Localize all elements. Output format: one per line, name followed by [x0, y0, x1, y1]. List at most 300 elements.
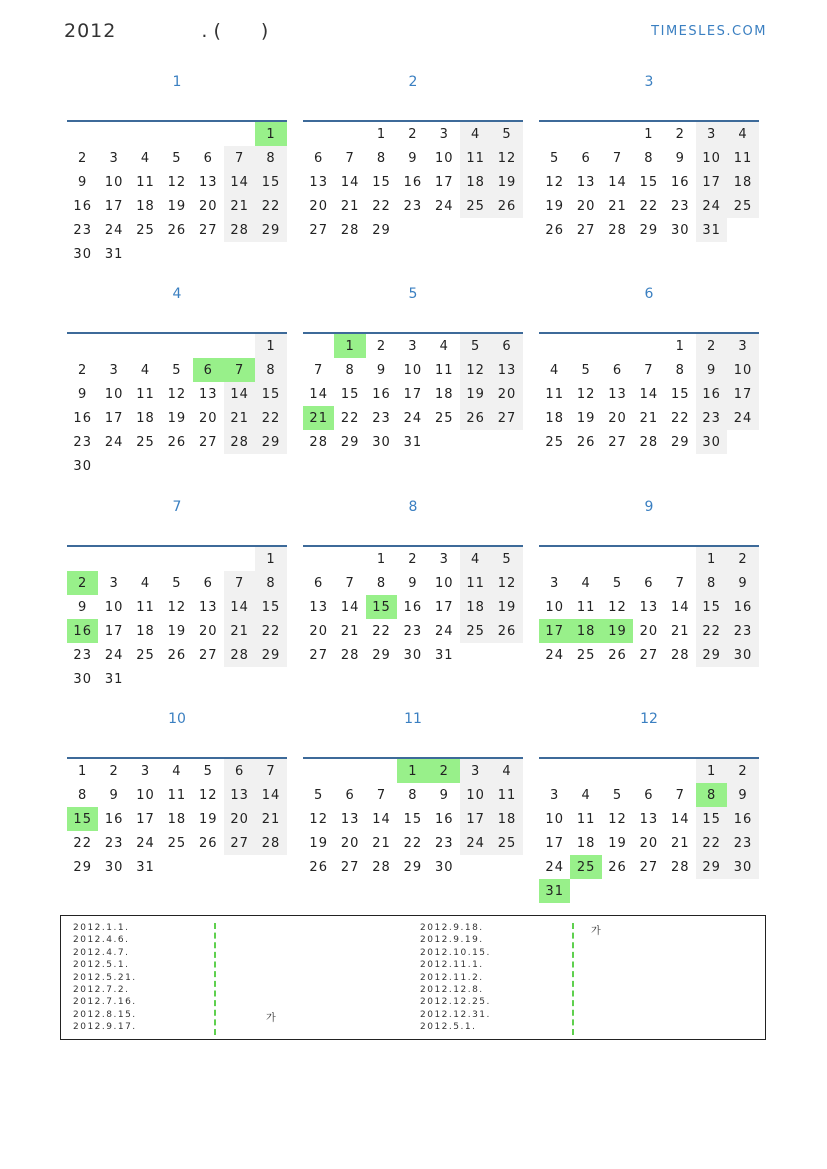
day-cell[interactable]: 29 [255, 643, 286, 667]
day-cell[interactable]: 10 [434, 575, 454, 591]
day-cell[interactable]: 28 [224, 643, 255, 667]
day-cell[interactable]: 6 [345, 787, 355, 803]
day-cell[interactable]: 12 [608, 599, 627, 615]
day-cell[interactable]: 16 [727, 807, 758, 831]
day-cell[interactable]: 17 [136, 811, 155, 827]
day-cell[interactable]: 5 [612, 787, 623, 803]
day-cell[interactable]: 18 [570, 619, 601, 643]
day-cell[interactable]: 27 [340, 859, 360, 875]
day-cell[interactable]: 19 [167, 623, 187, 639]
day-cell[interactable]: 15 [67, 807, 98, 831]
day-cell[interactable]: 13 [608, 386, 627, 402]
day-cell[interactable]: 18 [434, 386, 454, 402]
day-cell[interactable]: 28 [372, 859, 391, 875]
day-cell[interactable]: 23 [73, 434, 92, 450]
day-cell[interactable]: 22 [670, 410, 690, 426]
day-cell[interactable]: 18 [136, 198, 155, 214]
day-cell[interactable]: 29 [639, 222, 659, 238]
day-cell[interactable]: 15 [639, 174, 659, 190]
day-cell[interactable]: 6 [314, 150, 324, 166]
day-cell[interactable]: 10 [727, 358, 758, 382]
day-cell[interactable]: 19 [576, 410, 596, 426]
day-cell[interactable]: 9 [727, 783, 758, 807]
day-cell[interactable]: 30 [73, 458, 92, 474]
day-cell[interactable]: 15 [255, 170, 286, 194]
day-cell[interactable]: 3 [550, 575, 560, 591]
day-cell[interactable]: 1 [376, 551, 387, 567]
day-cell[interactable]: 16 [104, 811, 124, 827]
day-cell[interactable]: 13 [224, 783, 255, 807]
day-cell[interactable]: 11 [136, 386, 155, 402]
day-cell[interactable]: 9 [439, 787, 449, 803]
day-cell[interactable]: 14 [224, 170, 255, 194]
day-cell[interactable]: 16 [403, 174, 423, 190]
day-cell[interactable]: 4 [581, 575, 591, 591]
day-cell[interactable]: 7 [255, 759, 286, 783]
day-cell[interactable]: 13 [639, 599, 659, 615]
day-cell[interactable]: 27 [576, 222, 596, 238]
day-cell[interactable]: 15 [696, 807, 727, 831]
day-cell[interactable]: 14 [309, 386, 328, 402]
day-cell[interactable]: 6 [203, 575, 213, 591]
day-cell[interactable]: 8 [376, 150, 387, 166]
day-cell[interactable]: 20 [639, 835, 659, 851]
day-cell[interactable]: 19 [608, 835, 627, 851]
day-cell[interactable]: 3 [696, 122, 727, 146]
day-cell[interactable]: 18 [460, 595, 491, 619]
day-cell[interactable]: 18 [136, 410, 155, 426]
day-cell[interactable]: 20 [198, 198, 218, 214]
day-cell[interactable]: 4 [581, 787, 591, 803]
day-cell[interactable]: 5 [581, 362, 591, 378]
day-cell[interactable]: 14 [608, 174, 627, 190]
day-cell[interactable]: 26 [608, 647, 627, 663]
day-cell[interactable]: 8 [675, 362, 685, 378]
day-cell[interactable]: 21 [372, 835, 391, 851]
day-cell[interactable]: 15 [372, 174, 391, 190]
day-cell[interactable]: 7 [345, 150, 355, 166]
day-cell[interactable]: 24 [545, 859, 564, 875]
day-cell[interactable]: 25 [136, 222, 155, 238]
day-cell[interactable]: 22 [372, 198, 391, 214]
day-cell[interactable]: 30 [73, 671, 92, 687]
day-cell[interactable]: 21 [639, 410, 659, 426]
day-cell[interactable]: 16 [67, 619, 98, 643]
day-cell[interactable]: 30 [372, 434, 391, 450]
day-cell[interactable]: 2 [67, 571, 98, 595]
day-cell[interactable]: 23 [372, 410, 391, 426]
day-cell[interactable]: 29 [73, 859, 92, 875]
day-cell[interactable]: 22 [73, 835, 92, 851]
day-cell[interactable]: 22 [372, 623, 391, 639]
day-cell[interactable]: 18 [491, 807, 522, 831]
day-cell[interactable]: 11 [545, 386, 564, 402]
day-cell[interactable]: 26 [491, 619, 522, 643]
day-cell[interactable]: 11 [460, 571, 491, 595]
day-cell[interactable]: 28 [670, 859, 690, 875]
day-cell[interactable]: 12 [545, 174, 564, 190]
day-cell[interactable]: 29 [696, 643, 727, 667]
day-cell[interactable]: 9 [376, 362, 387, 378]
day-cell[interactable]: 22 [255, 619, 286, 643]
day-cell[interactable]: 1 [696, 547, 727, 571]
day-cell[interactable]: 25 [576, 647, 596, 663]
day-cell[interactable]: 13 [576, 174, 596, 190]
day-cell[interactable]: 4 [140, 575, 151, 591]
day-cell[interactable]: 25 [545, 434, 564, 450]
day-cell[interactable]: 20 [340, 835, 360, 851]
day-cell[interactable]: 11 [167, 787, 187, 803]
day-cell[interactable]: 17 [104, 410, 124, 426]
day-cell[interactable]: 27 [491, 406, 522, 430]
day-cell[interactable]: 25 [460, 194, 491, 218]
day-cell[interactable]: 27 [639, 859, 659, 875]
day-cell[interactable]: 30 [403, 647, 423, 663]
day-cell[interactable]: 7 [675, 787, 685, 803]
day-cell[interactable]: 24 [104, 222, 124, 238]
day-cell[interactable]: 9 [109, 787, 119, 803]
day-cell[interactable]: 9 [78, 599, 88, 615]
day-cell[interactable]: 9 [696, 358, 727, 382]
day-cell[interactable]: 8 [408, 787, 418, 803]
day-cell[interactable]: 5 [314, 787, 324, 803]
day-cell[interactable]: 23 [73, 647, 92, 663]
day-cell[interactable]: 19 [309, 835, 328, 851]
day-cell[interactable]: 27 [198, 222, 218, 238]
day-cell[interactable]: 27 [608, 434, 627, 450]
day-cell[interactable]: 23 [403, 198, 423, 214]
day-cell[interactable]: 3 [439, 126, 449, 142]
day-cell[interactable]: 26 [309, 859, 328, 875]
day-cell[interactable]: 15 [696, 595, 727, 619]
day-cell[interactable]: 21 [670, 835, 690, 851]
day-cell[interactable]: 12 [491, 146, 522, 170]
day-cell[interactable]: 17 [696, 170, 727, 194]
day-cell[interactable]: 1 [696, 759, 727, 783]
day-cell[interactable]: 26 [198, 835, 218, 851]
day-cell[interactable]: 23 [403, 623, 423, 639]
day-cell[interactable]: 7 [224, 358, 255, 382]
day-cell[interactable]: 9 [78, 174, 88, 190]
day-cell[interactable]: 19 [460, 382, 491, 406]
day-cell[interactable]: 5 [172, 362, 182, 378]
day-cell[interactable]: 21 [340, 623, 360, 639]
day-cell[interactable]: 3 [140, 763, 151, 779]
day-cell[interactable]: 16 [372, 386, 391, 402]
day-cell[interactable]: 22 [639, 198, 659, 214]
day-cell[interactable]: 3 [439, 551, 449, 567]
day-cell[interactable]: 26 [167, 434, 187, 450]
day-cell[interactable]: 28 [255, 831, 286, 855]
day-cell[interactable]: 4 [172, 763, 182, 779]
day-cell[interactable]: 30 [104, 859, 124, 875]
day-cell[interactable]: 24 [434, 198, 454, 214]
day-cell[interactable]: 5 [550, 150, 560, 166]
day-cell[interactable]: 14 [670, 599, 690, 615]
day-cell[interactable]: 9 [408, 150, 418, 166]
day-cell[interactable]: 16 [696, 382, 727, 406]
day-cell[interactable]: 8 [255, 358, 286, 382]
day-cell[interactable]: 25 [136, 647, 155, 663]
day-cell[interactable]: 12 [460, 358, 491, 382]
day-cell[interactable]: 20 [576, 198, 596, 214]
day-cell[interactable]: 19 [198, 811, 218, 827]
day-cell[interactable]: 30 [73, 246, 92, 262]
day-cell[interactable]: 29 [372, 647, 391, 663]
day-cell[interactable]: 7 [376, 787, 387, 803]
day-cell[interactable]: 23 [670, 198, 690, 214]
day-cell[interactable]: 4 [140, 150, 151, 166]
day-cell[interactable]: 11 [491, 783, 522, 807]
day-cell[interactable]: 12 [198, 787, 218, 803]
day-cell[interactable]: 2 [727, 547, 758, 571]
day-cell[interactable]: 1 [376, 126, 387, 142]
day-cell[interactable]: 6 [224, 759, 255, 783]
day-cell[interactable]: 13 [198, 599, 218, 615]
day-cell[interactable]: 10 [136, 787, 155, 803]
day-cell[interactable]: 8 [376, 575, 387, 591]
day-cell[interactable]: 3 [109, 575, 119, 591]
day-cell[interactable]: 1 [334, 334, 365, 358]
day-cell[interactable]: 3 [727, 334, 758, 358]
day-cell[interactable]: 23 [104, 835, 124, 851]
day-cell[interactable]: 14 [372, 811, 391, 827]
day-cell[interactable]: 26 [491, 194, 522, 218]
day-cell[interactable]: 12 [491, 571, 522, 595]
day-cell[interactable]: 16 [670, 174, 690, 190]
day-cell[interactable]: 6 [314, 575, 324, 591]
day-cell[interactable]: 6 [491, 334, 522, 358]
day-cell[interactable]: 17 [434, 599, 454, 615]
day-cell[interactable]: 5 [203, 763, 213, 779]
day-cell[interactable]: 22 [255, 406, 286, 430]
day-cell[interactable]: 19 [167, 198, 187, 214]
day-cell[interactable]: 11 [434, 362, 454, 378]
day-cell[interactable]: 25 [434, 410, 454, 426]
day-cell[interactable]: 21 [224, 406, 255, 430]
day-cell[interactable]: 28 [608, 222, 627, 238]
day-cell[interactable]: 4 [727, 122, 758, 146]
day-cell[interactable]: 13 [309, 599, 328, 615]
day-cell[interactable]: 31 [434, 647, 454, 663]
day-cell[interactable]: 28 [224, 430, 255, 454]
day-cell[interactable]: 6 [203, 150, 213, 166]
day-cell[interactable]: 30 [696, 430, 727, 454]
day-cell[interactable]: 23 [727, 831, 758, 855]
day-cell[interactable]: 24 [434, 623, 454, 639]
day-cell[interactable]: 22 [340, 410, 360, 426]
day-cell[interactable]: 7 [345, 575, 355, 591]
day-cell[interactable]: 8 [644, 150, 654, 166]
day-cell[interactable]: 1 [675, 338, 685, 354]
day-cell[interactable]: 5 [491, 122, 522, 146]
day-cell[interactable]: 28 [224, 218, 255, 242]
day-cell[interactable]: 2 [429, 759, 460, 783]
day-cell[interactable]: 26 [167, 647, 187, 663]
day-cell[interactable]: 10 [460, 783, 491, 807]
day-cell[interactable]: 15 [670, 386, 690, 402]
day-cell[interactable]: 12 [576, 386, 596, 402]
day-cell[interactable]: 4 [550, 362, 560, 378]
day-cell[interactable]: 3 [550, 787, 560, 803]
day-cell[interactable]: 13 [309, 174, 328, 190]
day-cell[interactable]: 24 [460, 831, 491, 855]
day-cell[interactable]: 2 [376, 338, 387, 354]
day-cell[interactable]: 30 [434, 859, 454, 875]
day-cell[interactable]: 16 [403, 599, 423, 615]
day-cell[interactable]: 23 [727, 619, 758, 643]
day-cell[interactable]: 10 [104, 174, 124, 190]
day-cell[interactable]: 5 [491, 547, 522, 571]
day-cell[interactable]: 4 [439, 338, 449, 354]
day-cell[interactable]: 12 [167, 174, 187, 190]
day-cell[interactable]: 25 [491, 831, 522, 855]
day-cell[interactable]: 16 [73, 198, 92, 214]
day-cell[interactable]: 11 [136, 174, 155, 190]
day-cell[interactable]: 5 [172, 575, 182, 591]
day-cell[interactable]: 2 [696, 334, 727, 358]
day-cell[interactable]: 15 [255, 382, 286, 406]
day-cell[interactable]: 2 [408, 126, 418, 142]
day-cell[interactable]: 3 [408, 338, 418, 354]
day-cell[interactable]: 30 [727, 855, 758, 879]
day-cell[interactable]: 14 [340, 174, 360, 190]
day-cell[interactable]: 17 [403, 386, 423, 402]
day-cell[interactable]: 26 [167, 222, 187, 238]
day-cell[interactable]: 3 [109, 150, 119, 166]
day-cell[interactable]: 20 [309, 198, 328, 214]
day-cell[interactable]: 17 [545, 835, 564, 851]
day-cell[interactable]: 25 [727, 194, 758, 218]
day-cell[interactable]: 1 [255, 122, 286, 146]
day-cell[interactable]: 2 [109, 763, 119, 779]
day-cell[interactable]: 16 [73, 410, 92, 426]
day-cell[interactable]: 24 [696, 194, 727, 218]
day-cell[interactable]: 20 [639, 623, 659, 639]
day-cell[interactable]: 17 [104, 198, 124, 214]
day-cell[interactable]: 25 [460, 619, 491, 643]
day-cell[interactable]: 6 [581, 150, 591, 166]
day-cell[interactable]: 21 [608, 198, 627, 214]
day-cell[interactable]: 2 [727, 759, 758, 783]
day-cell[interactable]: 16 [727, 595, 758, 619]
day-cell[interactable]: 22 [255, 194, 286, 218]
day-cell[interactable]: 17 [727, 382, 758, 406]
day-cell[interactable]: 2 [78, 150, 88, 166]
day-cell[interactable]: 24 [104, 647, 124, 663]
day-cell[interactable]: 7 [612, 150, 623, 166]
day-cell[interactable]: 5 [460, 334, 491, 358]
day-cell[interactable]: 15 [340, 386, 360, 402]
day-cell[interactable]: 7 [675, 575, 685, 591]
day-cell[interactable]: 28 [340, 222, 360, 238]
day-cell[interactable]: 24 [104, 434, 124, 450]
day-cell[interactable]: 27 [639, 647, 659, 663]
day-cell[interactable]: 20 [491, 382, 522, 406]
day-cell[interactable]: 29 [403, 859, 423, 875]
day-cell[interactable]: 8 [696, 783, 727, 807]
day-cell[interactable]: 26 [608, 859, 627, 875]
day-cell[interactable]: 10 [696, 146, 727, 170]
day-cell[interactable]: 3 [109, 362, 119, 378]
day-cell[interactable]: 2 [675, 126, 685, 142]
day-cell[interactable]: 6 [193, 358, 224, 382]
day-cell[interactable]: 23 [696, 406, 727, 430]
day-cell[interactable]: 10 [434, 150, 454, 166]
day-cell[interactable]: 31 [104, 671, 124, 687]
day-cell[interactable]: 15 [403, 811, 423, 827]
day-cell[interactable]: 14 [255, 783, 286, 807]
day-cell[interactable]: 27 [198, 434, 218, 450]
day-cell[interactable]: 21 [340, 198, 360, 214]
day-cell[interactable]: 14 [670, 811, 690, 827]
day-cell[interactable]: 22 [403, 835, 423, 851]
day-cell[interactable]: 26 [545, 222, 564, 238]
day-cell[interactable]: 17 [434, 174, 454, 190]
day-cell[interactable]: 20 [608, 410, 627, 426]
day-cell[interactable]: 21 [255, 807, 286, 831]
day-cell[interactable]: 26 [576, 434, 596, 450]
day-cell[interactable]: 20 [198, 410, 218, 426]
day-cell[interactable]: 2 [78, 362, 88, 378]
day-cell[interactable]: 20 [309, 623, 328, 639]
day-cell[interactable]: 11 [460, 146, 491, 170]
day-cell[interactable]: 3 [460, 759, 491, 783]
day-cell[interactable]: 8 [255, 571, 286, 595]
day-cell[interactable]: 16 [434, 811, 454, 827]
day-cell[interactable]: 24 [403, 410, 423, 426]
day-cell[interactable]: 5 [612, 575, 623, 591]
day-cell[interactable]: 19 [167, 410, 187, 426]
day-cell[interactable]: 20 [198, 623, 218, 639]
day-cell[interactable]: 18 [576, 835, 596, 851]
day-cell[interactable]: 8 [696, 571, 727, 595]
day-cell[interactable]: 9 [675, 150, 685, 166]
day-cell[interactable]: 14 [639, 386, 659, 402]
day-cell[interactable]: 17 [539, 619, 570, 643]
day-cell[interactable]: 28 [309, 434, 328, 450]
day-cell[interactable]: 1 [78, 763, 88, 779]
day-cell[interactable]: 23 [73, 222, 92, 238]
day-cell[interactable]: 27 [224, 831, 255, 855]
day-cell[interactable]: 29 [696, 855, 727, 879]
day-cell[interactable]: 27 [198, 647, 218, 663]
day-cell[interactable]: 25 [570, 855, 601, 879]
day-cell[interactable]: 12 [608, 811, 627, 827]
day-cell[interactable]: 24 [727, 406, 758, 430]
day-cell[interactable]: 25 [136, 434, 155, 450]
day-cell[interactable]: 18 [545, 410, 564, 426]
day-cell[interactable]: 13 [639, 811, 659, 827]
day-cell[interactable]: 18 [727, 170, 758, 194]
day-cell[interactable]: 31 [403, 434, 423, 450]
day-cell[interactable]: 9 [408, 575, 418, 591]
day-cell[interactable]: 4 [491, 759, 522, 783]
day-cell[interactable]: 13 [340, 811, 360, 827]
day-cell[interactable]: 10 [104, 599, 124, 615]
day-cell[interactable]: 29 [340, 434, 360, 450]
day-cell[interactable]: 6 [644, 575, 654, 591]
day-cell[interactable]: 29 [372, 222, 391, 238]
day-cell[interactable]: 28 [639, 434, 659, 450]
day-cell[interactable]: 24 [136, 835, 155, 851]
day-cell[interactable]: 11 [136, 599, 155, 615]
day-cell[interactable]: 22 [696, 831, 727, 855]
day-cell[interactable]: 28 [340, 647, 360, 663]
day-cell[interactable]: 9 [727, 571, 758, 595]
day-cell[interactable]: 5 [172, 150, 182, 166]
day-cell[interactable]: 13 [198, 174, 218, 190]
